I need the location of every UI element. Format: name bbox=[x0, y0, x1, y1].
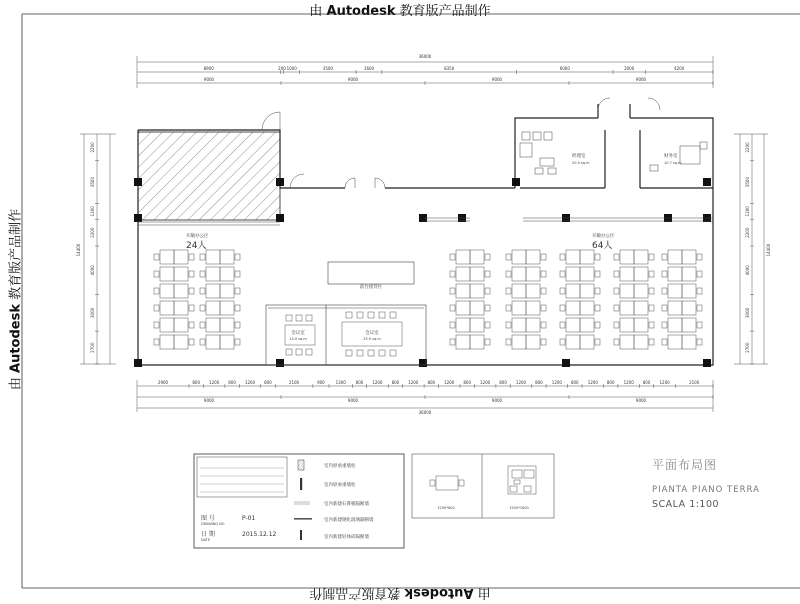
dim-top-segment: 3500 bbox=[322, 66, 333, 71]
dim-bottom-bay: 9000 bbox=[203, 398, 215, 403]
watermark-bottom: 由 Autodesk 教育版产品制作 bbox=[309, 585, 491, 600]
dim-left-segment: 2700 bbox=[90, 342, 95, 353]
drawing-no: P-01 bbox=[242, 515, 256, 522]
column-block bbox=[134, 214, 142, 222]
dim-bottom-segment: 1300 bbox=[335, 380, 346, 385]
dim-top-segment: 2000 bbox=[624, 66, 635, 71]
dim-top-segment: 8350 bbox=[444, 66, 455, 71]
hatched-room bbox=[138, 132, 280, 220]
dim-bottom-segment: 1200 bbox=[551, 380, 562, 385]
drawing-scale: SCALA 1:100 bbox=[652, 499, 720, 510]
dim-top-bay: 9000 bbox=[347, 77, 359, 82]
dim-bottom-segment: 800 bbox=[355, 380, 364, 385]
dim-left-segment: 3000 bbox=[90, 307, 95, 318]
legend-label-3: 室内新建石膏板隔断墙 bbox=[324, 502, 369, 507]
dim-top-segment: 1600 bbox=[363, 66, 375, 71]
dim-bottom-segment: 1200 bbox=[515, 380, 527, 385]
legend-thick-bar-icon bbox=[300, 478, 302, 490]
date-label: 日 期 bbox=[201, 531, 215, 538]
room-seats-office-left: 24人 bbox=[186, 241, 207, 251]
column-block bbox=[512, 178, 520, 186]
dim-bottom-segment: 800 bbox=[570, 380, 579, 385]
dim-right-segment: 3500 bbox=[745, 177, 750, 188]
column-block bbox=[134, 359, 142, 367]
dim-left-segment: 3500 bbox=[90, 177, 95, 188]
dim-bottom-segment: 800 bbox=[192, 380, 201, 385]
desk-cluster bbox=[200, 250, 240, 349]
legend-label-2: 室内原承重墙柱 bbox=[324, 483, 356, 488]
dim-bottom-segment: 800 bbox=[535, 380, 543, 385]
watermark-left: 由 Autodesk 教育版产品制作 bbox=[8, 208, 24, 391]
dim-bottom-segment: 1200 bbox=[480, 380, 491, 385]
dimension-frame bbox=[80, 56, 768, 412]
dim-bottom-segment: 1200 bbox=[623, 380, 634, 385]
manager-room-furniture bbox=[520, 132, 707, 174]
room-seats-office-right: 64人 bbox=[592, 241, 613, 251]
drawing-no-label-en: DRAWING NO bbox=[201, 522, 225, 526]
dim-right-segment: 2700 bbox=[745, 342, 750, 353]
room-area-meeting-large: 25.0 sq.m bbox=[363, 337, 381, 341]
dim-bottom-bay: 9000 bbox=[347, 398, 359, 403]
single-desk-symbol bbox=[430, 476, 464, 490]
column-block bbox=[276, 214, 284, 222]
dim-top-segment: 1000 bbox=[286, 66, 297, 71]
dim-overall-top: 36000 bbox=[418, 54, 432, 59]
date-value: 2015.12.12 bbox=[242, 531, 277, 538]
legend bbox=[294, 460, 374, 540]
dim-bottom-segment: 800 bbox=[228, 380, 236, 385]
dim-top-bay: 9000 bbox=[203, 77, 215, 82]
dim-bottom-segment: 800 bbox=[391, 380, 400, 385]
dim-top-bay: 9000 bbox=[491, 77, 503, 82]
dim-right-segment: 3000 bbox=[745, 307, 750, 318]
desk-cluster bbox=[614, 250, 654, 349]
column-block bbox=[276, 178, 284, 186]
watermark-top: 由 Autodesk 教育版产品制作 bbox=[309, 4, 491, 19]
legend-label-4: 室内新建钢化玻璃隔断墙 bbox=[324, 518, 374, 523]
dim-bottom-segment: 2100 bbox=[288, 380, 300, 385]
dim-left-segment: 2200 bbox=[90, 227, 95, 238]
interior-partitions bbox=[138, 218, 713, 365]
legend-hatched-column-icon bbox=[298, 460, 304, 470]
dim-bottom-segment: 800 bbox=[427, 380, 436, 385]
desk-cluster bbox=[450, 250, 490, 349]
drawing-no-label: 图 号 bbox=[201, 515, 215, 522]
room-area-finance: 10.7 sq.m bbox=[664, 161, 682, 165]
dim-bottom-segment: 1200 bbox=[587, 380, 598, 385]
dim-bottom-segment: 800 bbox=[499, 380, 507, 385]
dim-bottom-segment: 1200 bbox=[408, 380, 419, 385]
column-block bbox=[703, 359, 711, 367]
desk-caption: 1200*600 bbox=[437, 506, 455, 510]
dim-right-segment: 1300 bbox=[745, 206, 750, 217]
dim-bottom-segment: 800 bbox=[463, 380, 472, 385]
dim-left-segment: 2200 bbox=[90, 142, 95, 153]
dim-bottom-segment: 800 bbox=[264, 380, 272, 385]
dim-bottom-bay: 9000 bbox=[635, 398, 647, 403]
dim-top-segment: 4200 bbox=[674, 66, 685, 71]
dim-top-segment: 200 bbox=[278, 66, 286, 71]
dim-overall-bottom: 36000 bbox=[418, 410, 432, 415]
column-block bbox=[134, 178, 142, 186]
door-swings bbox=[262, 98, 660, 188]
dim-left-segment: 1300 bbox=[90, 206, 95, 217]
desk-cluster bbox=[506, 250, 546, 349]
legend-thin-bar-icon bbox=[294, 518, 312, 520]
dim-overall-right: 14400 bbox=[766, 243, 771, 257]
legend-label-5: 室内新建轻体砖隔断墙 bbox=[324, 535, 369, 540]
desk-cluster bbox=[560, 250, 600, 349]
dim-bottom-segment: 1200 bbox=[244, 380, 256, 385]
dim-right-segment: 4000 bbox=[745, 265, 750, 276]
dim-bottom-segment: 1200 bbox=[209, 380, 220, 385]
drawing-title-cn: 平面布局图 bbox=[652, 458, 718, 472]
room-label-manager: 经理室 bbox=[572, 154, 586, 159]
dim-right-segment: 2200 bbox=[745, 227, 750, 238]
dim-overall-left: 14400 bbox=[76, 243, 81, 257]
dim-top-segment: 6000 bbox=[559, 66, 570, 71]
room-label-reception: 前台接待区 bbox=[359, 285, 383, 290]
legend-label-1: 室内原承重墙柱 bbox=[324, 464, 356, 469]
dim-bottom-segment: 2100 bbox=[689, 380, 700, 385]
dim-bottom-segment: 800 bbox=[642, 380, 651, 385]
column-block bbox=[562, 359, 570, 367]
room-label-meeting-large: 会议室 bbox=[365, 331, 379, 336]
dim-bottom-segment: 800 bbox=[606, 380, 615, 385]
station-caption: 1500*1600 bbox=[509, 506, 529, 510]
dim-bottom-segment: 1200 bbox=[444, 380, 455, 385]
dim-bottom-segment: 900 bbox=[317, 380, 325, 385]
room-area-meeting-small: 14.0 sq.m bbox=[289, 337, 307, 341]
room-label-office-right: 开敞办公区 bbox=[592, 234, 615, 239]
room-label-meeting-small: 会议室 bbox=[291, 331, 305, 336]
legend-short-bar-icon bbox=[300, 530, 302, 540]
dim-right-segment: 2200 bbox=[745, 142, 750, 153]
drawing-title-it: PIANTA PIANO TERRA bbox=[652, 485, 760, 495]
desk-cluster bbox=[154, 250, 194, 349]
date-label-en: DATE bbox=[201, 538, 211, 542]
dim-top-segment: 8900 bbox=[203, 66, 214, 71]
column-block bbox=[703, 178, 711, 186]
column-block bbox=[276, 359, 284, 367]
dim-bottom-segment: 2900 bbox=[157, 380, 169, 385]
dim-bottom-bay: 9000 bbox=[491, 398, 503, 403]
dim-top-bay: 9000 bbox=[635, 77, 647, 82]
dim-left-segment: 4000 bbox=[90, 265, 95, 276]
room-area-manager: 20.0 sq.m bbox=[572, 161, 590, 165]
room-label-office-left: 开敞办公区 bbox=[186, 234, 209, 239]
desk-clusters bbox=[154, 250, 702, 349]
workstation-symbol bbox=[508, 466, 536, 494]
room-label-finance: 财务室 bbox=[664, 154, 678, 159]
furniture-legend bbox=[412, 454, 554, 518]
dim-bottom-segment: 1200 bbox=[659, 380, 670, 385]
dim-bottom-segment: 1200 bbox=[372, 380, 383, 385]
desk-cluster bbox=[662, 250, 702, 349]
